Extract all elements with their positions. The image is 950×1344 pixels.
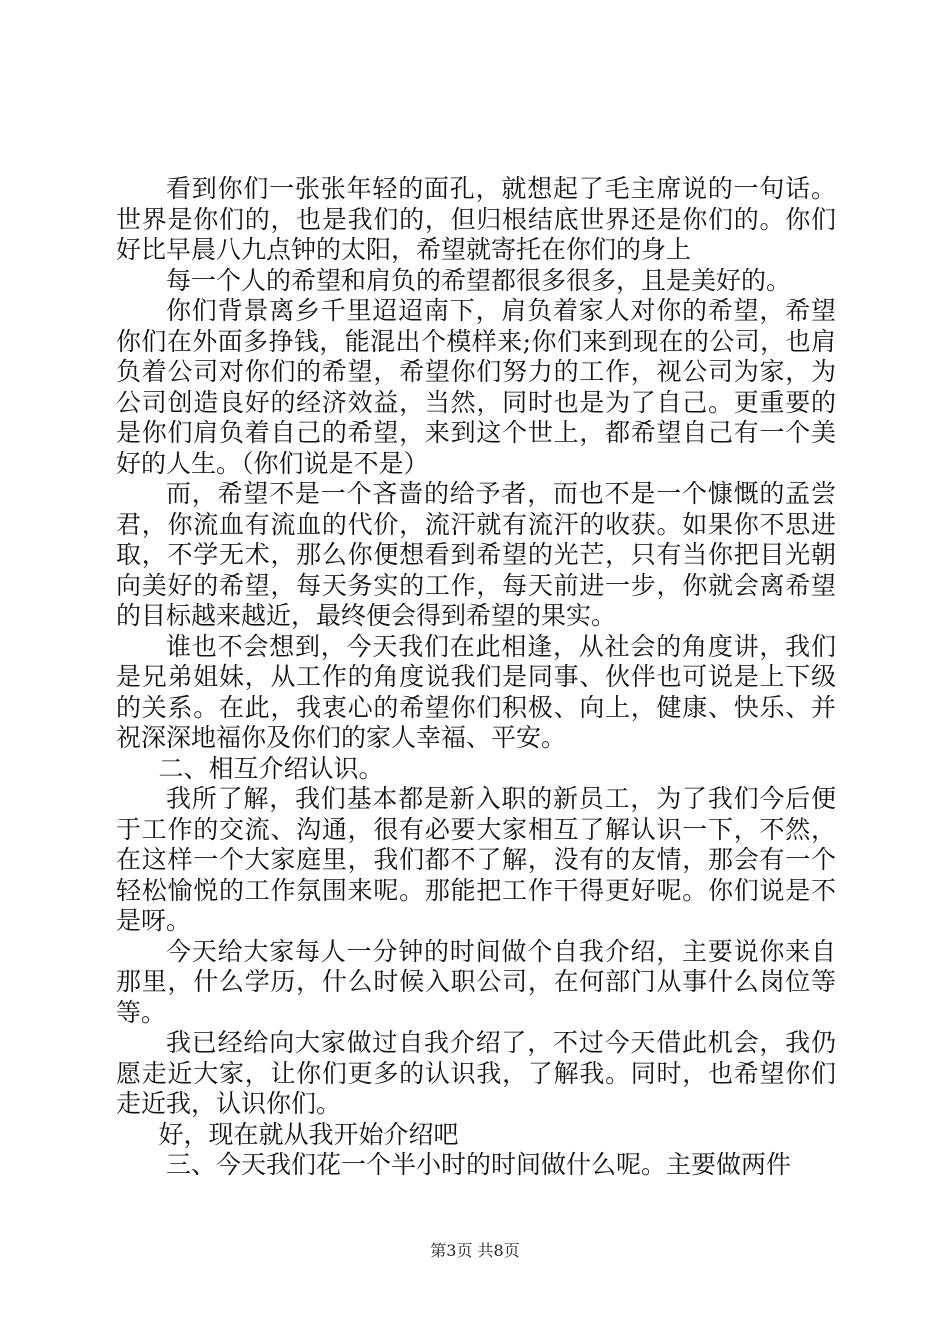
- paragraph-1: 看到你们一张张年轻的面孔，就想起了毛主席说的一句话。世界是你们的，也是我们的，但归根结底世界还是你们的。你们好比早晨八九点钟的太阳，希望就寄托在你们的身上: [116, 174, 836, 264]
- paragraph-8: 今天给大家每人一分钟的时间做个自我介绍，主要说你来自那里，什么学历，什么时候入职公司，在何部门从事什么岗位等等。: [116, 936, 836, 1027]
- document-body: [116, 174, 836, 1181]
- paragraph-9: 我已经给向大家做过自我介绍了，不过今天借此机会，我仍愿走近大家，让你们更多的认识我，了解我。同时，也希望你们走近我，认识你们。: [116, 1028, 836, 1118]
- paragraph-7: 我所了解，我们基本都是新入职的新员工，为了我们今后便于工作的交流、沟通，很有必要大家相互了解认识一下，不然，在这样一个大家庭里，我们都不了解，没有的友情，那会有一个轻松愉悦的工作氛围来呢。那能把工作干得更好呢。你们说是不是呀。: [116, 784, 836, 935]
- page-number-footer: 第3页 共8页: [430, 1241, 520, 1260]
- paragraph-2: 每一个人的希望和肩负的希望都很多很多，且是美好的。: [166, 265, 792, 295]
- section-heading-3: 三、今天我们花一个半小时的时间做什么呢。主要做两件: [166, 1150, 792, 1179]
- section-heading-2: 二、相互介绍认识。: [158, 753, 384, 783]
- paragraph-5: 谁也不会想到，今天我们在此相逢，从社会的角度讲，我们是兄弟姐妹，从工作的角度说我们是同事、伙伴也可说是上下级的关系。在此，我衷心的希望你们积极、向上，健康、快乐、并祝深深地福你及你们的家人幸福、平安。: [116, 631, 836, 752]
- paragraph-4: 而，希望不是一个吝啬的给予者，而也不是一个慷慨的孟尝君，你流血有流血的代价，流汗就有流汗的收获。如果你不思进取，不学无术，那么你便想看到希望的光芒，只有当你把目光朝向美好的希望，每天务实的工作，每天前进一步，你就会离希望的目标越来越近，最终便会得到希望的果实。: [116, 479, 836, 630]
- paragraph-10: 好，现在就从我开始介绍吧: [158, 1119, 459, 1149]
- paragraph-3: 你们背景离乡千里迢迢南下，肩负着家人对你的希望，希望你们在外面多挣钱，能混出个模样来;你们来到现在的公司，也肩负着公司对你们的希望，希望你们努力的工作，视公司为家，为公司创造良好的经济效益，当然，同时也是为了自己。更重要的是你们肩负着自己的希望，来到这个世上，都希望自己有一个美好的人生。（你们说是不是）: [116, 296, 836, 478]
